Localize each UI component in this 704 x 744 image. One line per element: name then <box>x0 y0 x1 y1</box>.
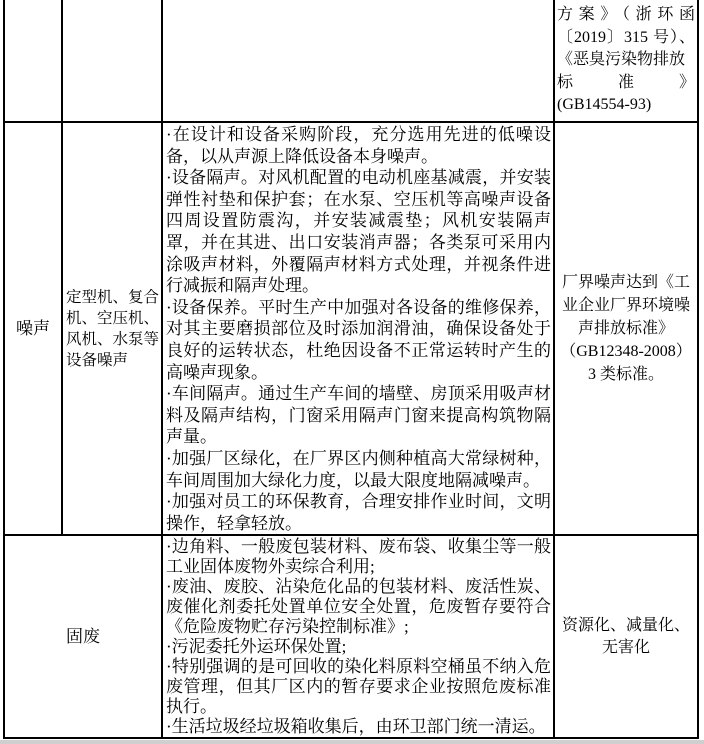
continuation-row <box>4 0 698 122</box>
waste-measures-cell <box>162 535 554 738</box>
waste-category-cell <box>4 535 162 738</box>
source-line: 风机、水泵等 <box>66 330 160 348</box>
standard-line: 标准》 <box>557 73 695 91</box>
noise-category-label: 噪声 <box>16 318 50 338</box>
continuation-measures-cell <box>162 0 554 122</box>
noise-row <box>4 122 698 535</box>
standard-line: 声排放标准》 <box>577 320 674 338</box>
noise-source-cell <box>62 122 162 535</box>
measure-item: ·设备隔声。对风机配置的电动机座基减震，并安装弹性衬垫和保护套；在水泵、空压机等高噪声设备四周设置防震沟，并安装减震垫；风机安装隔声罩，并在其进、出口安装消声器；各类泵可采用内涂吸声材料，外覆隔声材料方式处理，并视条件进行减振和隔声处理。 <box>166 168 551 296</box>
standard-line: 资源化、减量化、 <box>561 616 690 634</box>
measure-item: ·边角料、一般废包装材料、废布袋、收集尘等一般工业固体废物外卖综合利用; <box>166 537 551 577</box>
measure-item: ·特别强调的是可回收的染化料原料空桶虽不纳入危废管理，但其厂区内的暂存要求企业按照危废标准执行。 <box>166 657 551 717</box>
page-edge <box>0 740 704 744</box>
continuation-source-cell <box>62 0 162 122</box>
noise-measures-text <box>163 123 553 534</box>
standard-text-block <box>555 4 697 117</box>
noise-measures-cell <box>162 122 554 535</box>
noise-category-cell <box>4 122 62 535</box>
standard-line: 业企业厂界环境噪 <box>561 297 690 315</box>
measure-item: ·加强厂区绿化，在厂界区内侧种植高大常绿树种，车间周围加大绿化力度，以最大限度地隔减噪声。 <box>166 448 551 490</box>
standard-line: 厂界噪声达到《工 <box>561 274 690 292</box>
noise-source-text <box>63 287 161 371</box>
noise-standard-text <box>555 271 697 386</box>
source-line: 定型机、复合 <box>66 288 160 306</box>
waste-standard-text <box>555 615 697 659</box>
waste-category-label: 固废 <box>66 626 100 646</box>
source-line: 设备噪声 <box>66 351 129 369</box>
waste-measures-text <box>163 536 553 737</box>
source-line: 机、空压机、 <box>66 309 160 327</box>
measure-item: ·污泥委托外运环保处置; <box>166 637 347 657</box>
solid-waste-row <box>4 535 698 738</box>
ea-measures-table <box>3 0 699 739</box>
standard-line: (GB14554-93) <box>557 96 652 114</box>
waste-standard-cell <box>554 535 698 738</box>
standard-line: 无害化 <box>601 638 650 656</box>
measure-item: ·生活垃圾经垃圾箱收集后，由环卫部门统一清运。 <box>166 717 546 737</box>
measure-item: ·在设计和设备采购阶段，充分选用先进的低噪设备，以从声源上降低设备本身噪声。 <box>166 125 551 166</box>
measure-item: ·车间隔声。通过生产车间的墙壁、房顶采用吸声材料及隔声结构，门窗采用隔声门窗来提高构筑物隔声量。 <box>166 384 551 447</box>
measure-item: ·加强对员工的环保教育，合理安排作业时间，文明操作，轻拿轻放。 <box>166 492 551 533</box>
standard-line: 方案》（浙环函 <box>557 6 695 24</box>
standard-line: （GB12348-2008） <box>560 343 692 361</box>
continuation-standard-cell <box>554 0 698 122</box>
continuation-category-cell <box>4 0 62 122</box>
noise-standard-cell <box>554 122 698 535</box>
standard-line: 《恶臭污染物排放 <box>557 51 686 69</box>
measure-item: ·设备保养。平时生产中加强对各设备的维修保养，对其主要磨损部位及时添加润滑油，确保设备处于良好的运转状态，杜绝因设备不正常运转时产生的高噪声现象。 <box>166 297 551 382</box>
measure-item: ·废油、废胶、沾染危化品的包装材料、废活性炭、废催化剂委托处置单位安全处置，危废暂存要符合《危险废物贮存污染控制标准》; <box>166 577 551 637</box>
standard-line: 〔2019〕315 号）、 <box>557 28 695 46</box>
standard-line: 3 类标准。 <box>587 366 664 384</box>
